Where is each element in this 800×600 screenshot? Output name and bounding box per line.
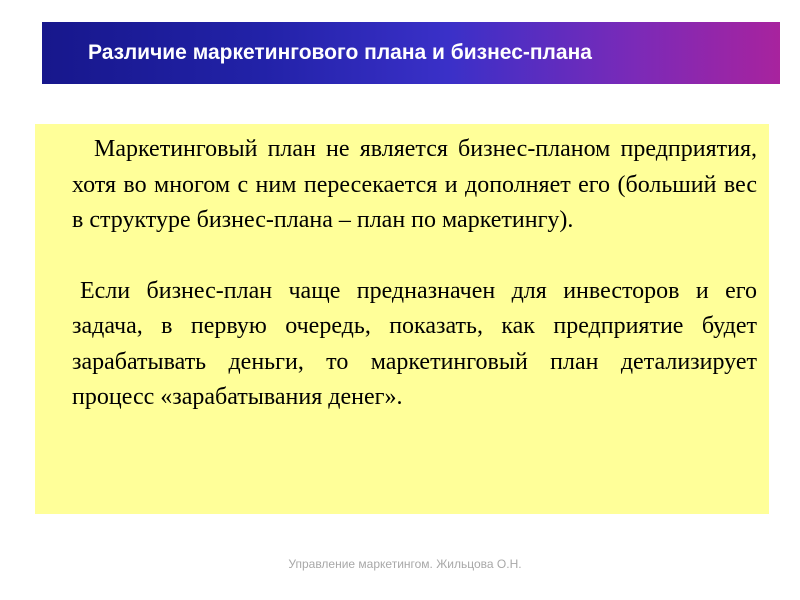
slide-title: Различие маркетингового плана и бизнес-плана (88, 41, 592, 64)
content-box (35, 124, 769, 514)
footer-author: Управление маркетингом. Жильцова О.Н. (288, 557, 522, 571)
paragraph-1: Маркетинговый план не является бизнес-планом предприятия, хотя во многом с ним пересекается и дополняет его (больший вес в структуре бизнес-плана – план по маркетингу). (72, 136, 757, 233)
paragraph-2: Если бизнес-план чаще предназначен для инвесторов и его задача, в первую очередь, показать, как предприятие будет зарабатывать деньги, то маркетинговый план детализирует процесс «зарабатывания денег». (72, 277, 757, 410)
title-bar (42, 22, 780, 84)
